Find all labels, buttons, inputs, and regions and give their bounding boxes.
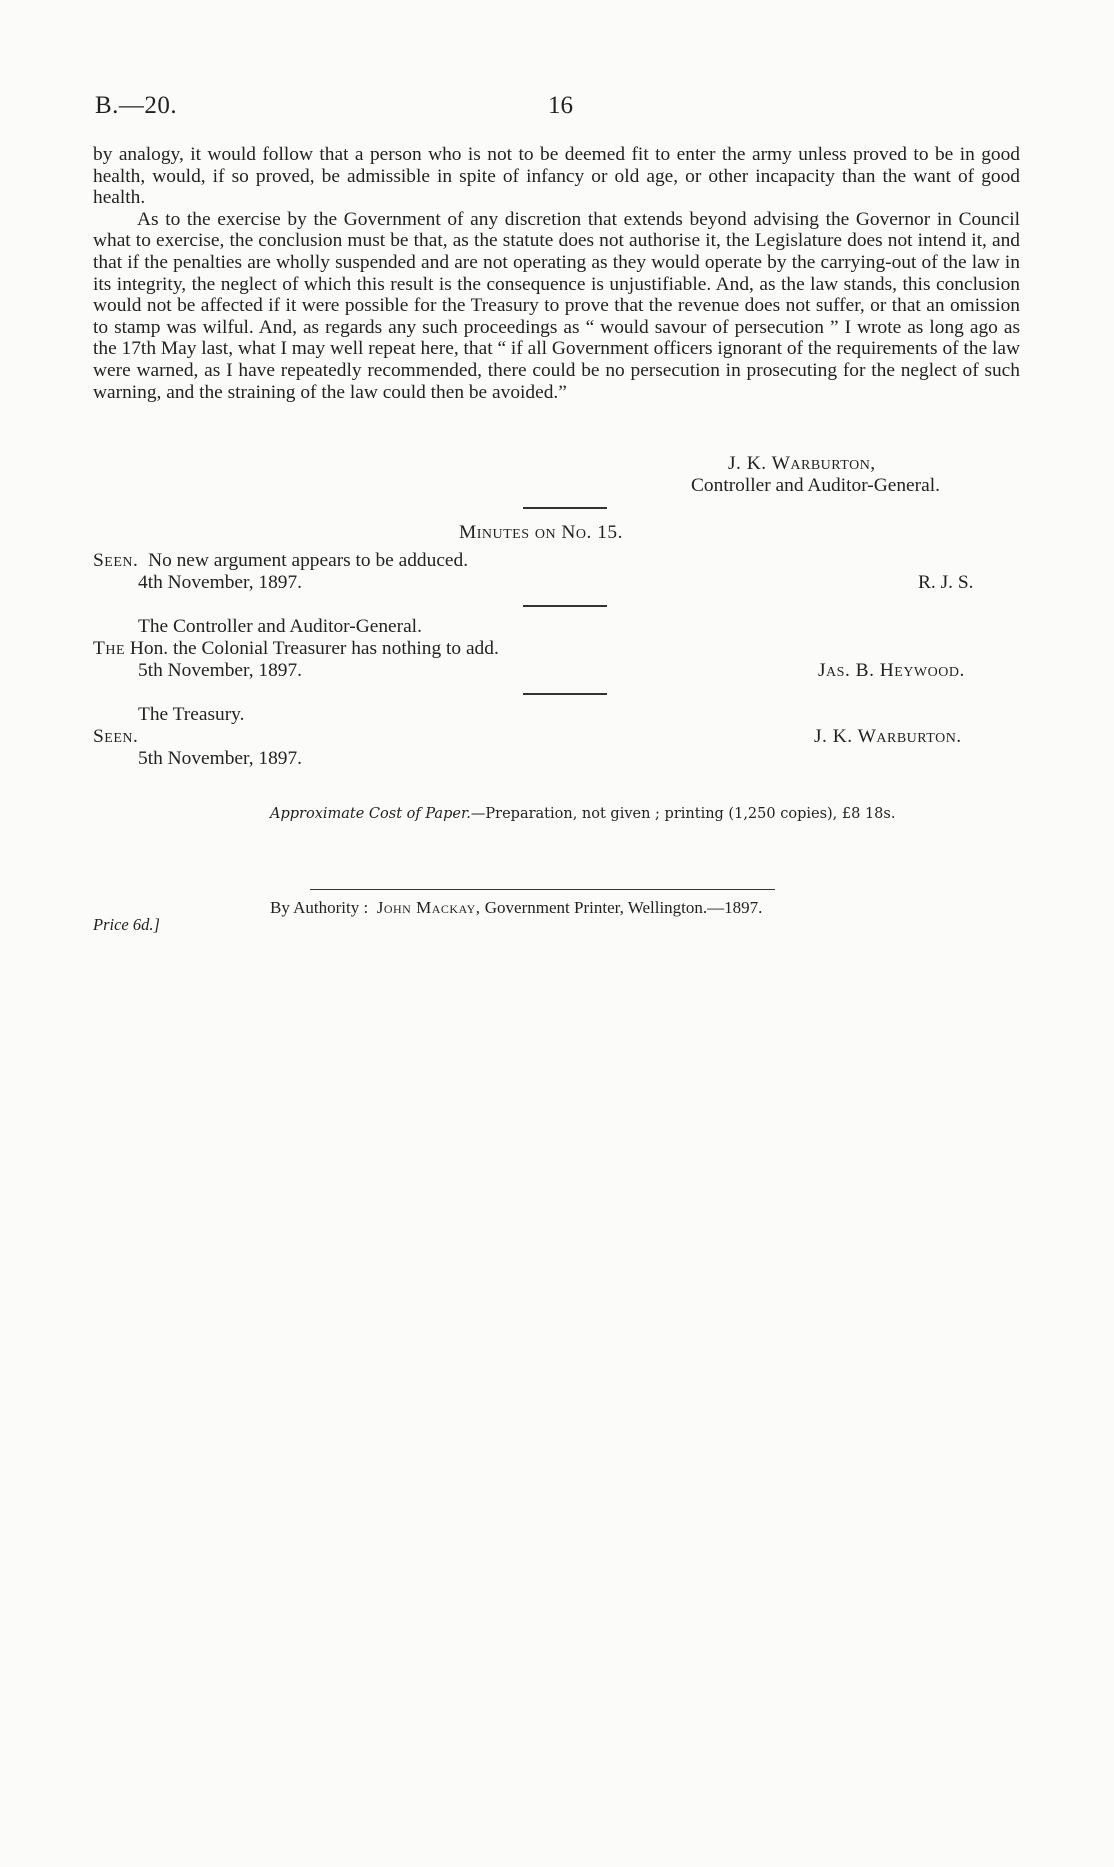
minute-1-lead: Seen. [93,550,139,571]
body-text [93,144,1020,403]
printer-name: John Mackay, [376,898,481,917]
document-reference: B.—20. [95,92,178,119]
minute-2-date: 5th November, 1897. [138,660,303,681]
paper-cost-note [270,806,895,822]
minutes-heading: Minutes on No. 15. [459,522,623,543]
minute-divider [523,605,607,607]
minute-2-lead: The [93,638,126,659]
minute-divider [523,693,607,695]
minute-1-line [93,550,468,572]
minute-1-initials: R. J. S. [918,572,974,593]
minute-2-signature: Jas. B. Heywood. [818,660,965,681]
minute-2-addressee: The Controller and Auditor-General. [138,616,422,637]
minute-1-date: 4th November, 1897. [138,572,303,593]
minute-3-signature: J. K. Warburton. [814,726,962,747]
paper-cost-label: Approximate Cost of Paper. [270,806,471,822]
footer-rule [310,889,775,890]
section-divider [523,507,607,509]
paragraph-2: As to the exercise by the Government of any discretion that extends beyond advising the Governor in Council what to exercise, the conclusion must be that, as the statute does not authorise it, the Legislature does not intend it, and that if the penalties are wholly suspended and are not operating as they would operate by the carrying-out of the law in its integrity, the neglect of which this result is the consequence is unjustifiable. And, as the law stands, this conclusion would not be affected if it were possible for the Treasury to prove that the revenue does not suffer, or that an omission to stamp was wilful. And, as regards any such proceedings as “ would savour of persecution ” I wrote as long ago as the 17th May last, what I may well repeat here, that “ if all Government officers ignorant of the requirements of the law were warned, as I have repeatedly recommended, there could be no persecution in prosecuting for the neglect of such warning, and the straining of the law could then be avoided.” [93,208,1020,403]
minute-3-lead: Seen. [93,726,139,747]
signature-title: Controller and Auditor-General. [691,475,940,496]
minute-2-text: Hon. the Colonial Treasurer has nothing to add. [129,638,499,659]
signature-name: J. K. Warburton, [728,453,876,474]
minute-3-date: 5th November, 1897. [138,748,303,769]
page-number: 16 [548,92,573,119]
minute-2-line [93,638,499,660]
minute-1-text: No new argument appears to be adduced. [148,550,469,571]
price-note: Price 6d.] [93,915,160,934]
paragraph-1: by analogy, it would follow that a person who is not to be deemed fit to enter the army unless proved to be in good health, would, if so proved, be admissible in spite of infancy or old age, or other incapacity than the want of good health. [93,144,1020,209]
minute-3-addressee: The Treasury. [138,704,245,725]
paper-cost-text: —Preparation, not given ; printing (1,250 copies), £8 18s. [470,806,896,822]
printer-authority: By Authority : John Mackay, Government Printer, Wellington.—1897. [270,898,763,917]
